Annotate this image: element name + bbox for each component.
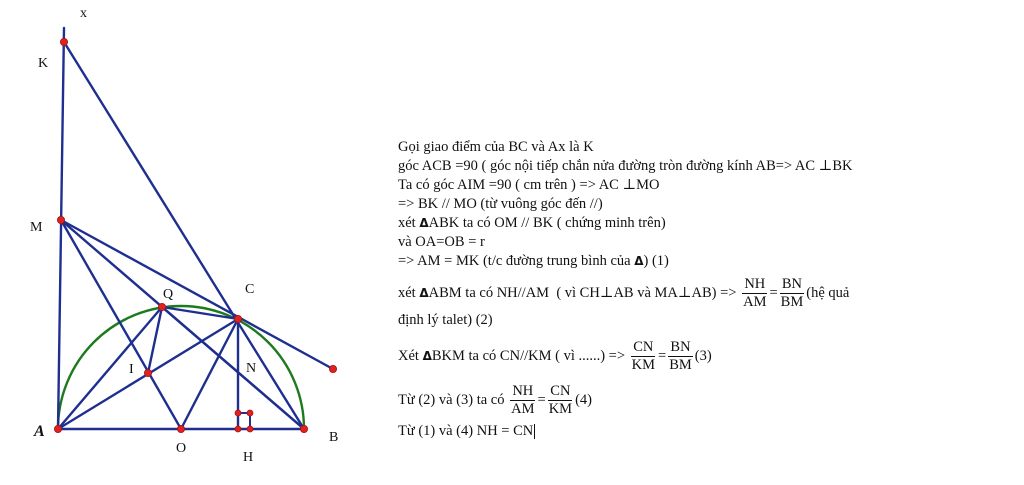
label-b: B [329,430,339,445]
proof-line-9: định lý talet) (2) [398,312,493,328]
point-i [144,369,151,376]
point-h-3 [235,426,241,432]
denominator: AM [511,400,535,417]
point-b [300,425,307,432]
point-h-1 [235,410,241,416]
denominator: KM [548,400,573,417]
geometry-figure [0,0,395,485]
proof-text [398,138,958,441]
proof-text-segment: Từ (2) và (3) ta có [398,391,509,408]
proof-line-11 [398,378,958,422]
label-o: O [176,441,187,456]
numerator: BN [670,338,691,355]
segment-qb [162,307,304,429]
denominator: BM [780,293,804,310]
numerator: NH [744,275,766,292]
proof-text-segment: => AM = MK (t/c đường trung bình của [398,253,635,269]
fraction [547,383,574,418]
point-c [234,315,241,322]
proof-text-segment: Xét [398,347,423,364]
denominator: BM [669,356,692,373]
segment-mo [61,220,181,429]
segment-kb [64,42,304,429]
fraction [630,339,657,374]
label-h: H [243,450,254,465]
segment-mc-tangent [61,220,333,369]
label-i: I [129,362,134,377]
label-a: A [34,423,45,440]
label-m: M [30,220,43,235]
triangle-symbol: Δ [419,285,429,300]
point-end-tangent [329,365,336,372]
label-n: N [246,361,257,376]
proof-text-segment: Từ (1) và (4) NH = CN [398,423,534,439]
proof-line-6: và OA=OB = r [398,234,485,250]
numerator: BN [781,275,803,292]
triangle-symbol: Δ [634,254,644,268]
equals-sign: = [658,347,667,364]
numerator: NH [512,382,534,399]
denominator: AM [743,293,767,310]
label-x: x [80,6,87,21]
proof-text-segment: ABK ta có OM // BK ( chứng minh trên) [428,215,666,231]
proof-line-4: => BK // MO (từ vuông góc đến //) [398,196,603,212]
label-c: C [245,282,255,297]
proof-line-7 [398,252,958,271]
point-m [57,216,64,223]
fraction [509,383,536,418]
point-h-4 [247,426,253,432]
proof-text-segment: (4) [575,391,592,408]
proof-text-segment: xét [398,284,420,301]
equals-sign: = [769,284,778,301]
proof-text-segment: ) (1) [643,253,669,269]
denominator: KM [631,356,656,373]
proof-line-10 [398,334,958,378]
numerator: CN [550,382,571,399]
point-a [54,425,61,432]
numerator: CN [633,338,654,355]
triangle-symbol: Δ [422,348,432,363]
proof-line-2: góc ACB =90 ( góc nội tiếp chắn nửa đường tròn đường kính AB=> AC ⊥BK [398,158,853,174]
point-o [177,425,184,432]
ray-ax [58,28,64,429]
proof-line-1: Gọi giao điểm của BC và Ax là K [398,139,594,155]
proof-text-segment: ABM ta có NH//AM ( vì CH⊥AB và MA⊥AB) => [428,284,741,301]
proof-text-segment: xét [398,215,420,231]
proof-text-segment: (3) [694,347,712,364]
proof-text-segment: (hệ quả [806,284,850,301]
point-h-2 [247,410,253,416]
fraction [741,276,768,311]
proof-line-8 [398,271,958,315]
proof-line-3: Ta có góc AIM =90 ( cm trên ) => AC ⊥MO [398,177,660,193]
proof-text-segment: BKM ta có CN//KM ( vì ......) => [431,347,629,364]
point-k [60,38,67,45]
equals-sign: = [537,391,546,408]
proof-line-12 [398,422,958,441]
proof-line-5 [398,214,958,233]
fraction [779,276,806,311]
fraction [667,339,694,374]
label-q: Q [163,287,174,302]
point-q [158,303,165,310]
text-cursor [534,424,535,439]
triangle-symbol: Δ [419,216,429,230]
label-k: K [38,56,49,71]
